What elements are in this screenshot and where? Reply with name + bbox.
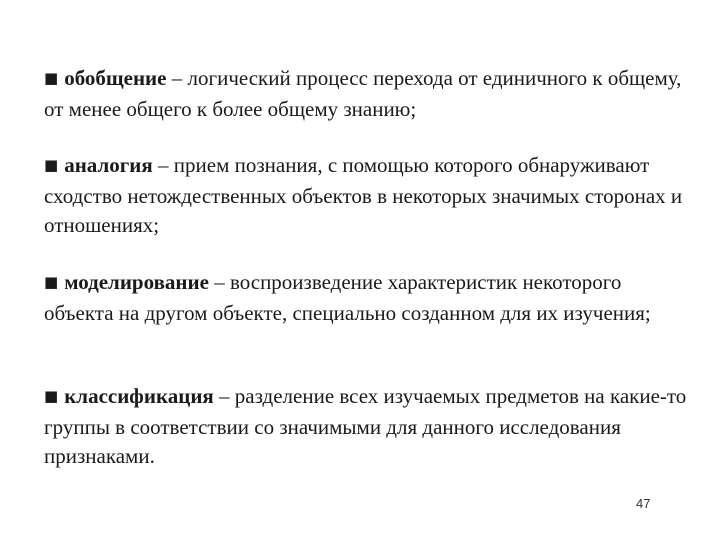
term-label: классификация bbox=[64, 384, 214, 408]
definition-item-classification bbox=[44, 382, 694, 471]
bullet-square-icon: ■ bbox=[44, 156, 59, 174]
term-label: моделирование bbox=[64, 270, 209, 294]
definition-text: – воспроизведение характеристик некоторого объекта на другом объекте, специально созданном для их изучения; bbox=[44, 270, 651, 325]
bullet-square-icon: ■ bbox=[44, 387, 59, 405]
definition-item-analogy bbox=[44, 151, 694, 240]
page-number: 47 bbox=[636, 496, 651, 511]
definition-item-modeling bbox=[44, 268, 694, 328]
definition-item-generalization bbox=[44, 64, 694, 124]
bullet-square-icon: ■ bbox=[44, 273, 59, 291]
term-label: обобщение bbox=[64, 66, 167, 90]
bullet-square-icon: ■ bbox=[44, 69, 59, 87]
definition-text: – разделение всех изучаемых предметов на какие-то группы в соответствии со значимыми для данного исследования признаками. bbox=[44, 384, 687, 468]
definition-text: – прием познания, с помощью которого обнаруживают сходство нетождественных объектов в некоторых значимых сторонах и отношениях; bbox=[44, 153, 683, 237]
term-label: аналогия bbox=[64, 153, 153, 177]
definition-text: – логический процесс перехода от единичного к общему, от менее общего к более общему знанию; bbox=[44, 66, 682, 121]
